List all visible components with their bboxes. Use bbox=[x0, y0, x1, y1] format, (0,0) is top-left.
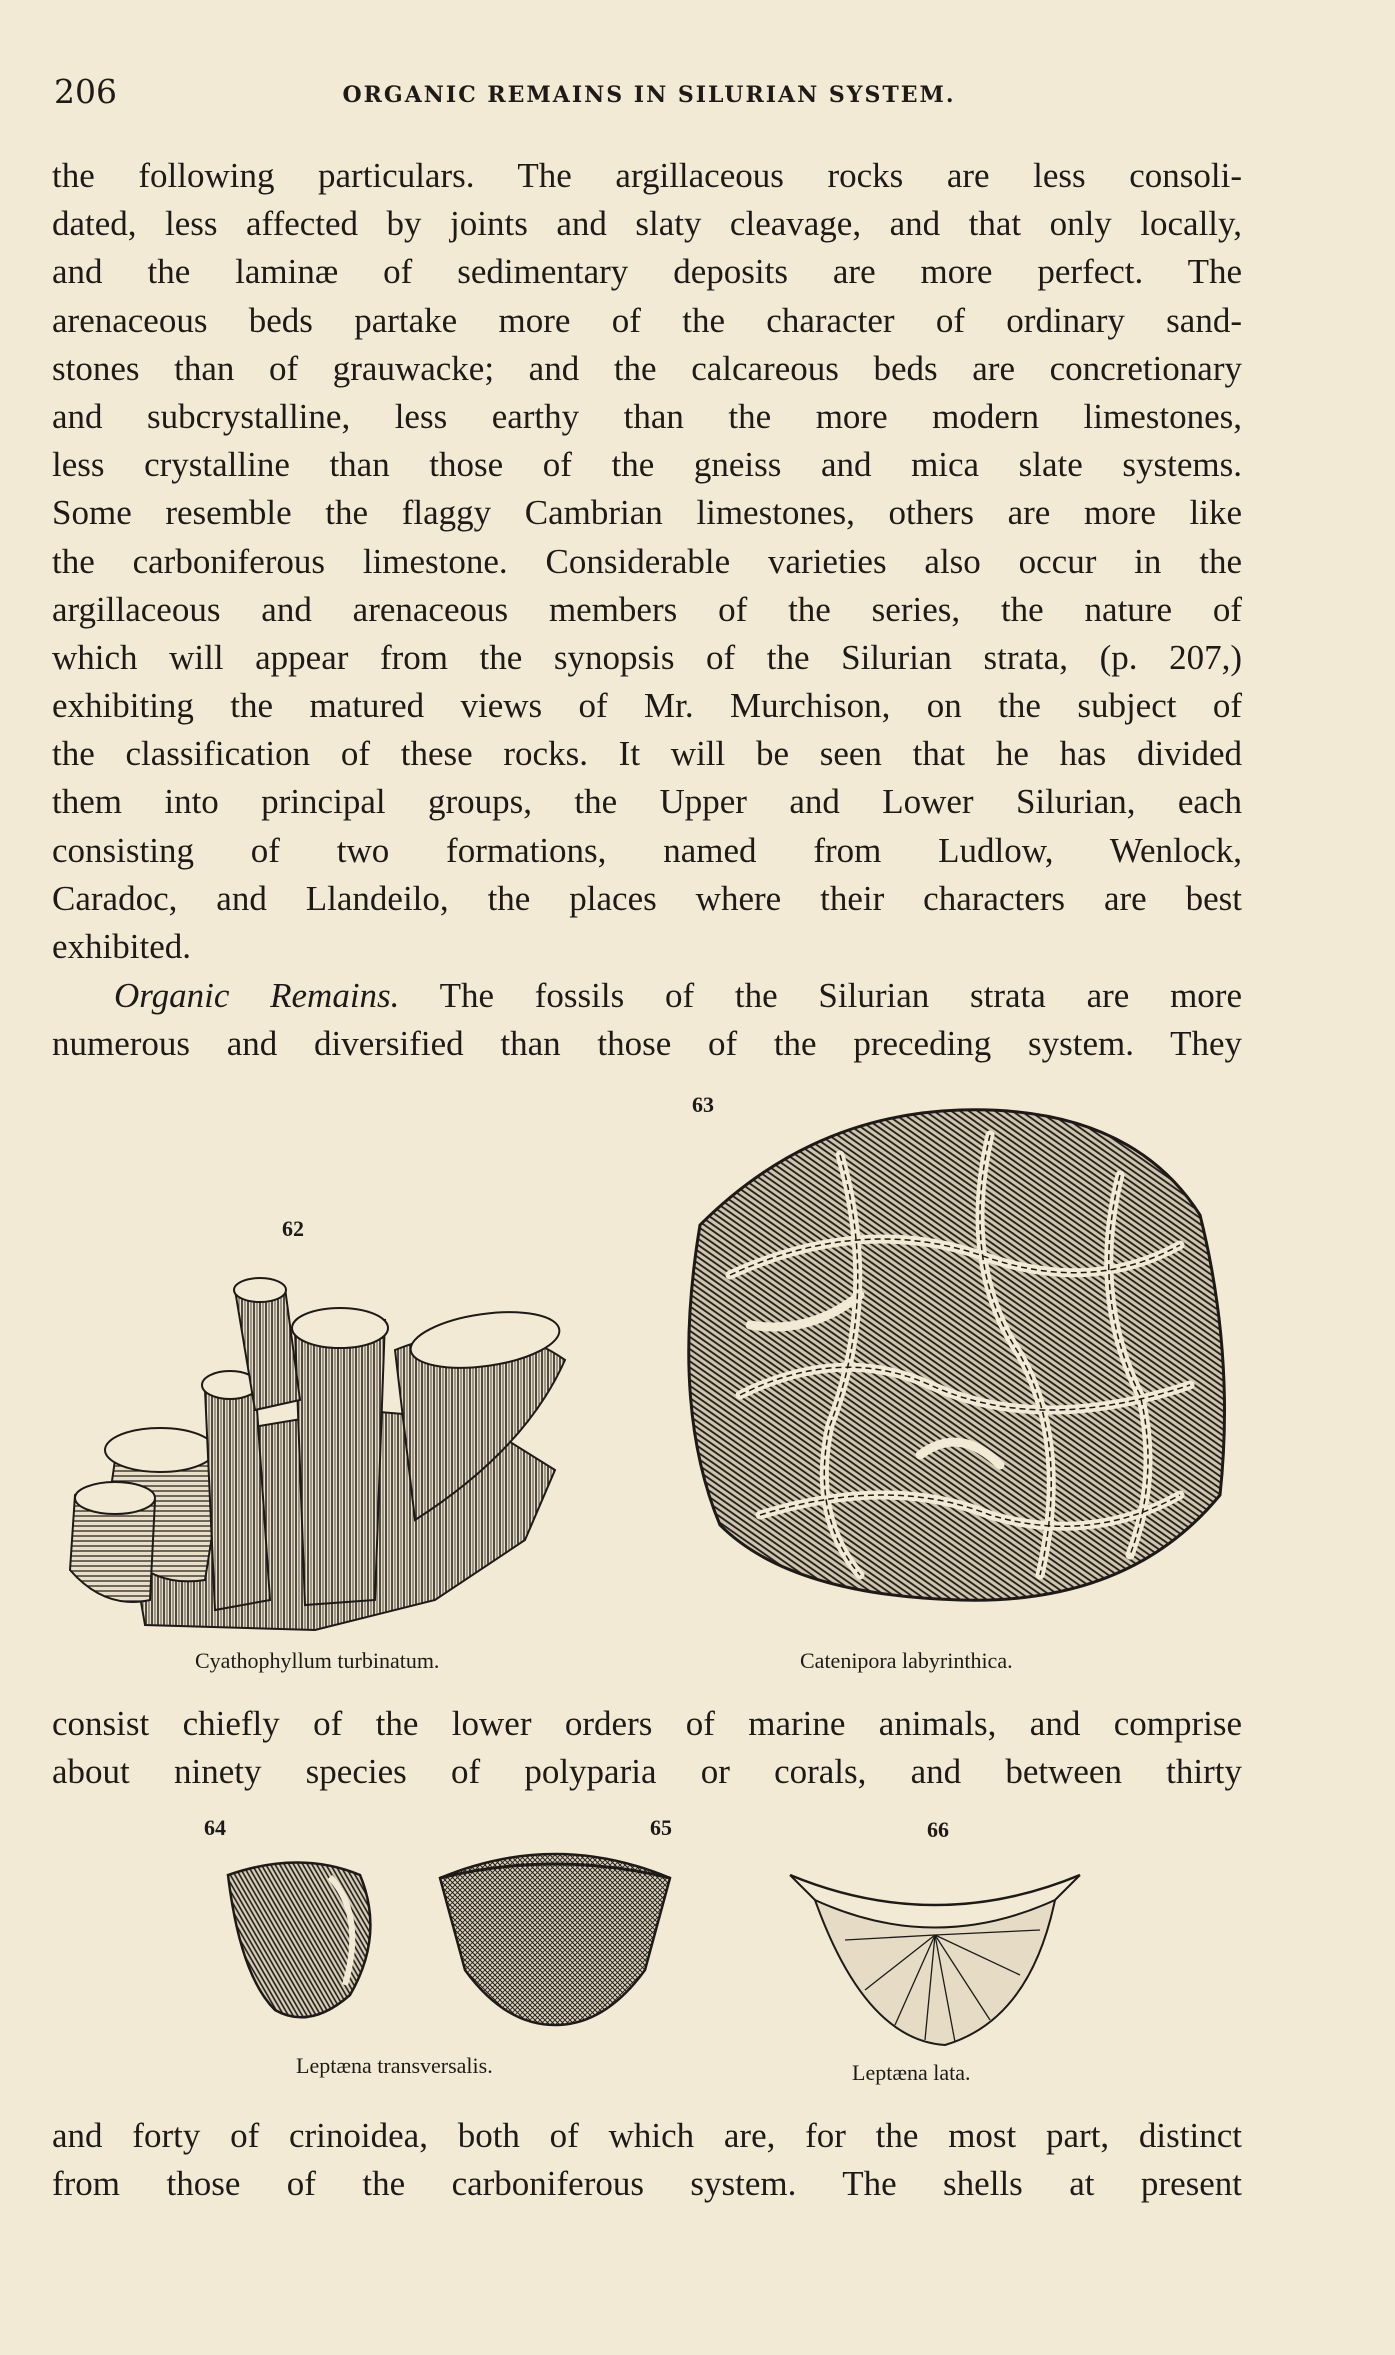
text-line: less crystalline than those of the gneiss and mica slate systems. bbox=[52, 445, 1242, 485]
paragraph-2 bbox=[52, 972, 1242, 1068]
text-line bbox=[52, 972, 1242, 1020]
text-line: them into principal groups, the Upper and Lower Silurian, each bbox=[52, 782, 1242, 822]
text-line: arenaceous beds partake more of the character of ordinary sand- bbox=[52, 300, 1242, 340]
figure-64-65-caption: Leptæna transversalis. bbox=[296, 2053, 493, 2078]
paragraph-4 bbox=[52, 2112, 1242, 2208]
figure-63-catenipora-illustration bbox=[660, 1095, 1240, 1615]
text-line: which will appear from the synopsis of the Silurian strata, (p. 207,) bbox=[52, 637, 1242, 677]
figure-66-shell-illustration bbox=[785, 1860, 1085, 2060]
paragraph-3 bbox=[52, 1700, 1242, 1796]
text-line: and forty of crinoidea, both of which are, for the most part, distinct bbox=[52, 2116, 1242, 2155]
text-line: consist chiefly of the lower orders of marine animals, and comprise bbox=[52, 1704, 1242, 1743]
text-line: stones than of grauwacke; and the calcareous beds are concretionary bbox=[52, 348, 1242, 388]
figure-64-shell-illustration bbox=[220, 1855, 380, 2025]
text-line: argillaceous and arenaceous members of the series, the nature of bbox=[52, 589, 1242, 629]
section-heading: Organic Remains. bbox=[114, 976, 400, 1015]
running-head: ORGANIC REMAINS IN SILURIAN SYSTEM. bbox=[342, 82, 956, 108]
figure-65-number: 65 bbox=[650, 1815, 672, 1840]
text-line: Caradoc, and Llandeilo, the places where their characters are best bbox=[52, 878, 1242, 918]
text-line: consisting of two formations, named from Ludlow, Wenlock, bbox=[52, 830, 1242, 870]
page-header bbox=[54, 72, 1244, 120]
text-line: the following particulars. The argillaceous rocks are less consoli- bbox=[52, 156, 1242, 195]
figure-62-caption: Cyathophyllum turbinatum. bbox=[195, 1648, 440, 1673]
figure-62-number: 62 bbox=[282, 1216, 304, 1241]
text-line: Some resemble the flaggy Cambrian limestones, others are more like bbox=[52, 493, 1242, 533]
text-line: dated, less affected by joints and slaty cleavage, and that only locally, bbox=[52, 204, 1242, 244]
page-number: 206 bbox=[54, 72, 117, 111]
text-span: The fossils of the Silurian strata are more bbox=[439, 976, 1242, 1015]
figure-63-number: 63 bbox=[692, 1092, 714, 1117]
text-line: from those of the carboniferous system. The shells at present bbox=[52, 2164, 1242, 2204]
text-line: the carboniferous limestone. Considerable varieties also occur in the bbox=[52, 541, 1242, 581]
text-line: exhibiting the matured views of Mr. Murchison, on the subject of bbox=[52, 686, 1242, 726]
text-line: about ninety species of polyparia or corals, and between thirty bbox=[52, 1752, 1242, 1792]
text-line: exhibited. bbox=[52, 927, 191, 966]
paragraph-1 bbox=[52, 152, 1242, 971]
text-line: the classification of these rocks. It will be seen that he has divided bbox=[52, 734, 1242, 774]
figure-66-number: 66 bbox=[927, 1817, 949, 1842]
figure-66-caption: Leptæna lata. bbox=[852, 2060, 971, 2085]
text-line: and subcrystalline, less earthy than the more modern limestones, bbox=[52, 396, 1242, 436]
figure-63-caption: Catenipora labyrinthica. bbox=[800, 1648, 1013, 1673]
figure-65-shell-illustration bbox=[435, 1840, 675, 2030]
text-line: numerous and diversified than those of the preceding system. They bbox=[52, 1024, 1242, 1064]
figure-64-number: 64 bbox=[204, 1815, 226, 1840]
figure-62-coral-illustration bbox=[55, 1270, 575, 1640]
text-line: and the laminæ of sedimentary deposits are more perfect. The bbox=[52, 252, 1242, 292]
